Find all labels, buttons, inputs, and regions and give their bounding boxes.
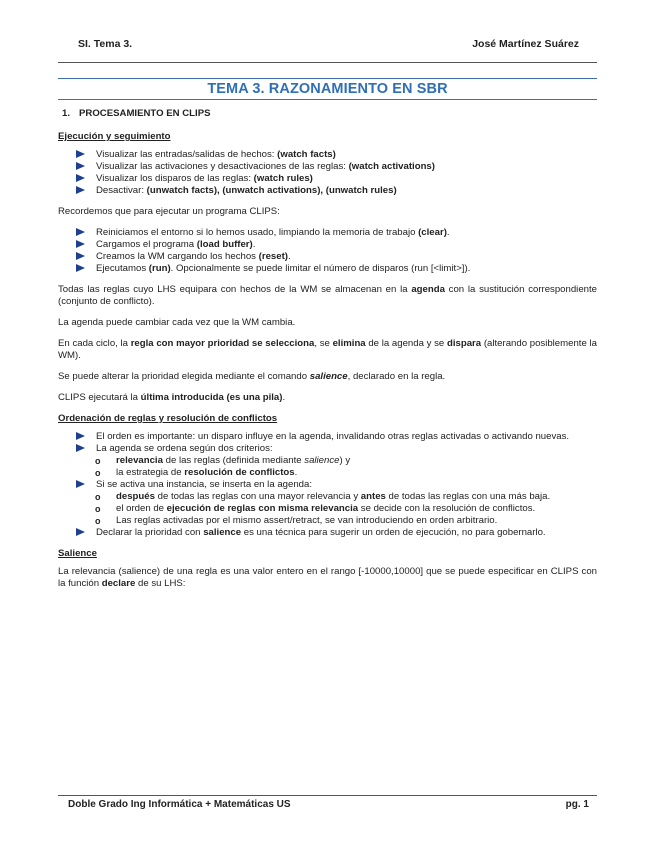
text: CLIPS ejecutará la	[58, 392, 141, 403]
list-item	[58, 443, 597, 455]
sublist-item	[58, 503, 597, 515]
item-text: Ejecutamos	[96, 263, 149, 274]
emphasis: agenda	[411, 284, 445, 295]
circle-bullet-icon: o	[95, 504, 101, 514]
sublist-item	[58, 467, 597, 479]
text: el orden de	[116, 503, 167, 514]
item-command: (load buffer)	[196, 239, 253, 250]
text: de las reglas (definida mediante	[162, 455, 305, 466]
item-text: Visualizar las activaciones y desactivaciones de las reglas:	[96, 161, 349, 172]
insertion-sublist	[58, 491, 597, 527]
paragraph-ciclo	[58, 338, 597, 362]
paragraph-salience	[58, 566, 597, 590]
page-title: TEMA 3. RAZONAMIENTO EN SBR	[207, 81, 448, 97]
item-text: El orden es importante: un disparo influye en la agenda, invalidando otras reglas activadas o activando nuevas.	[96, 431, 570, 442]
arrow-bullet-icon	[76, 150, 85, 158]
text: Se puede alterar la prioridad elegida mediante el comando	[58, 371, 310, 382]
item-command: (reset)	[258, 251, 288, 262]
text: Las reglas activadas por el mismo assert/retract, se van introduciendo en orden arbitrario.	[116, 515, 498, 526]
emphasis: relevancia	[116, 455, 163, 466]
item-text: Cargamos el programa	[96, 239, 197, 250]
text: (alterando posiblemente la WM).	[58, 338, 597, 361]
emphasis: elimina	[332, 338, 366, 349]
list-item	[58, 431, 597, 443]
text: , se	[314, 338, 333, 349]
section-number: 1.	[62, 108, 71, 119]
ejecucion-list	[58, 149, 597, 197]
paragraph-pila	[58, 392, 597, 404]
sublist-item	[58, 515, 597, 527]
sublist-container	[58, 455, 597, 479]
circle-bullet-icon: o	[95, 516, 101, 526]
text: , declarado en la regla.	[347, 371, 446, 382]
header-divider	[58, 62, 597, 63]
footer-divider	[58, 795, 597, 796]
list-item	[58, 251, 597, 263]
page-number: pg. 1	[565, 799, 589, 810]
header-author: José Martínez Suárez	[472, 38, 579, 50]
item-text: Visualizar las entradas/salidas de hechos:	[96, 149, 278, 160]
text: la estrategia de	[116, 467, 185, 478]
arrow-bullet-icon	[76, 186, 85, 194]
sublist-item	[58, 455, 597, 467]
paragraph-agenda-cambia: La agenda puede cambiar cada vez que la WM cambia.	[58, 317, 296, 328]
arrow-bullet-icon	[76, 252, 85, 260]
paragraph-recordemos: Recordemos que para ejecutar un programa CLIPS:	[58, 206, 280, 217]
arrow-bullet-icon	[76, 432, 85, 440]
paragraph-salience-cmd	[58, 371, 597, 383]
emphasis: resolución de conflictos	[184, 467, 295, 478]
emphasis: salience	[203, 527, 242, 538]
section-heading	[62, 108, 597, 120]
header-course: SI. Tema 3.	[78, 38, 133, 50]
list-item	[58, 227, 597, 239]
list-item	[58, 263, 597, 275]
item-text: La agenda se ordena según dos criterios:	[96, 443, 273, 454]
text: La relevancia (salience) de una regla es una valor entero en el rango [-10000,10000] que se puede especificar en CLIPS con la función	[58, 566, 597, 589]
text: .	[294, 467, 298, 478]
item-command: (watch facts)	[277, 149, 336, 160]
emphasis: regla con mayor prioridad se selecciona	[130, 338, 315, 349]
arrow-bullet-icon	[76, 174, 85, 182]
paragraph-agenda	[58, 284, 597, 308]
item-command: (clear)	[418, 227, 447, 238]
footer-degree: Doble Grado Ing Informática + Matemáticas US	[68, 799, 291, 810]
text: con la sustitución correspondiente (conjunto de conflicto).	[58, 284, 597, 307]
text: de todas las reglas con una mayor relevancia y	[154, 491, 361, 502]
item-text: Creamos la WM cargando los hechos	[96, 251, 259, 262]
item-text: .	[252, 239, 256, 250]
item-text: .	[446, 227, 450, 238]
item-text: Visualizar los disparos de las reglas:	[96, 173, 254, 184]
circle-bullet-icon: o	[95, 492, 101, 502]
item-text: Desactivar:	[96, 185, 147, 196]
text: de la agenda y se	[365, 338, 447, 349]
text: de todas las reglas con una más baja.	[385, 491, 551, 502]
emphasis: última introducida (es una pila)	[140, 392, 283, 403]
text: de su LHS:	[135, 578, 186, 589]
arrow-bullet-icon	[76, 228, 85, 236]
page-header	[78, 38, 579, 54]
item-text: .	[287, 251, 291, 262]
list-item	[58, 527, 597, 539]
italic-term: salience	[304, 455, 340, 466]
subheading-salience: Salience	[58, 548, 97, 559]
item-command: (watch rules)	[253, 173, 313, 184]
criteria-sublist	[58, 455, 597, 479]
arrow-bullet-icon	[76, 480, 85, 488]
title-bar	[58, 78, 597, 100]
section-title: PROCESAMIENTO EN CLIPS	[79, 108, 211, 119]
emphasis: antes	[360, 491, 386, 502]
list-item	[58, 185, 597, 197]
arrow-bullet-icon	[76, 444, 85, 452]
ordenacion-list	[58, 431, 597, 539]
item-command: (run)	[148, 263, 171, 274]
item-text: es una técnica para sugerir un orden de ejecución, no para gobernarlo.	[241, 527, 546, 538]
circle-bullet-icon: o	[95, 468, 101, 478]
text: ) y	[339, 455, 351, 466]
subheading-ejecucion: Ejecución y seguimiento	[58, 131, 171, 142]
text: Todas las reglas cuyo LHS equipara con hechos de la WM se almacenan en la	[58, 284, 412, 295]
text: .	[282, 392, 286, 403]
recordemos-list	[58, 227, 597, 275]
item-command: (watch activations)	[348, 161, 435, 172]
list-item	[58, 479, 597, 491]
sublist-container	[58, 491, 597, 527]
list-item	[58, 149, 597, 161]
text: se decide con la resolución de conflictos.	[358, 503, 536, 514]
arrow-bullet-icon	[76, 264, 85, 272]
document-body	[58, 108, 597, 599]
emphasis: después	[116, 491, 155, 502]
sublist-item	[58, 491, 597, 503]
item-text: Declarar la prioridad con	[96, 527, 204, 538]
emphasis: dispara	[446, 338, 482, 349]
arrow-bullet-icon	[76, 162, 85, 170]
circle-bullet-icon: o	[95, 456, 101, 466]
text: En cada ciclo, la	[58, 338, 131, 349]
emphasis: salience	[309, 371, 348, 382]
emphasis: ejecución de reglas con misma relevancia	[166, 503, 359, 514]
emphasis: declare	[101, 578, 136, 589]
subheading-ordenacion: Ordenación de reglas y resolución de conflictos	[58, 413, 278, 424]
list-item	[58, 173, 597, 185]
item-command: (unwatch facts), (unwatch activations), (unwatch rules)	[146, 185, 397, 196]
arrow-bullet-icon	[76, 528, 85, 536]
list-item	[58, 161, 597, 173]
item-text: Reiniciamos el entorno si lo hemos usado, limpiando la memoria de trabajo	[96, 227, 419, 238]
arrow-bullet-icon	[76, 240, 85, 248]
item-text: Si se activa una instancia, se inserta en la agenda:	[96, 479, 312, 490]
item-text: . Opcionalmente se puede limitar el número de disparos (run [<limit>]).	[170, 263, 471, 274]
list-item	[58, 239, 597, 251]
